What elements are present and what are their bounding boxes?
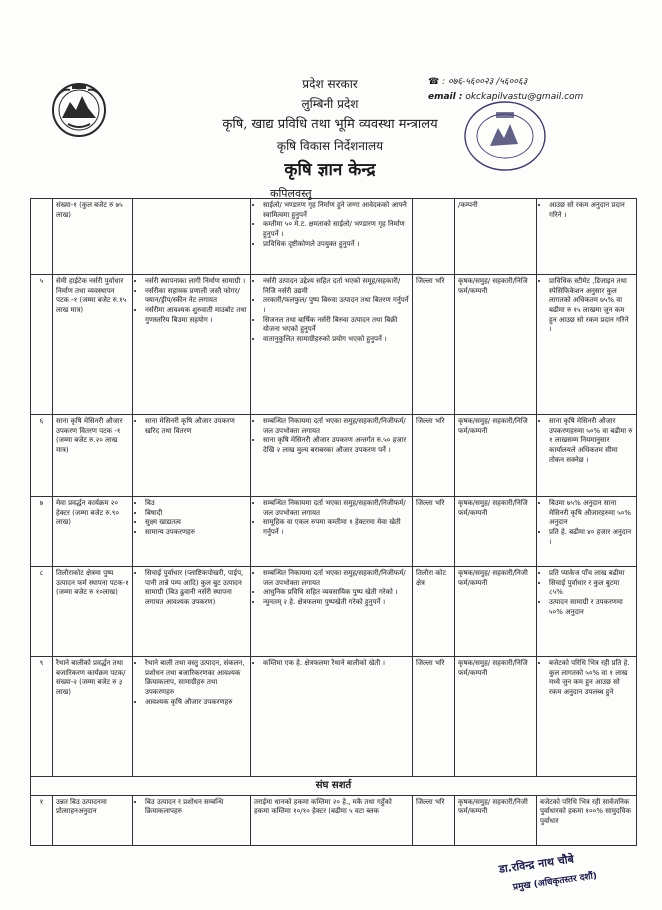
list-item: • आधुनिक प्रविधि सहित व्यवसायिक पुष्प खेती गरेको । xyxy=(263,588,409,598)
list-item: • सिचाई पुर्वाधार (प्लाष्टिकपोखरी, पाईप, पानी तान्ने पम्प आदि) कुल बुट उत्पादन सामाग्री (बिउ ढुवानी नर्सरी स्थापना लगायत आवश्यक उपकरण) xyxy=(145,569,247,608)
header-ministry: कृषि, खाद्य प्रविधि तथा भूमि व्यवस्था मन्त्रालय xyxy=(222,117,438,132)
phone-number: ☎ : ०७६-५६००२३ /५६००६३ xyxy=(428,77,528,87)
eligible-items-list xyxy=(136,659,247,707)
table-row xyxy=(31,567,637,657)
program-area: जिल्ला भरि xyxy=(413,275,455,415)
table-row xyxy=(31,415,637,497)
list-item: • उत्पादन सामाग्री र उपकरणमा ५०% अनुदान xyxy=(549,598,633,617)
list-item: • तरकारी/फलफुल/ पुष्प बिरुवा उत्पादन तथा बितरण गर्नुपर्ने । xyxy=(263,296,409,315)
program-name: उन्नत बिउ उत्पादनमा प्रोत्साहनअनुदान xyxy=(53,795,133,845)
eligible-items xyxy=(133,567,251,657)
section-header-row xyxy=(31,777,637,796)
list-item: • बिउमा ७५% अनुदान साना मेसिनरी कृषि औजारहरुमा ५०% अनुदान xyxy=(549,499,633,528)
list-item: • प्राविधिक दृष्टीकोणले उपयुक्त हुनुपर्ने । xyxy=(263,240,409,250)
serial-number: ६ xyxy=(31,415,53,497)
header-line-1: प्रदेश सरकार xyxy=(302,77,358,91)
conditions-list xyxy=(254,659,409,669)
serial-number: ९ xyxy=(31,657,53,777)
eligible-items xyxy=(133,415,251,497)
program-area: जिल्ला भरि xyxy=(413,497,455,567)
list-item: • प्राविधिक स्टीमेट ,डिजाइन तथा स्पेसिफिकेशन अनुसार कुल लागतको अधिकतम ७५% वा बढीमा रु १५ लाखमा जुन कम हुन आउछ सो रकम प्रदान गरिने । xyxy=(549,277,633,335)
list-item: • सिचाई पुर्वाधार र कुल बुटमा ८५% xyxy=(549,579,633,598)
list-item: • साना मेसिनरी कृषि औजार उपकरण खरिद तथा वितरण xyxy=(145,417,247,436)
list-item: • नर्सरीका सहायक प्रणाली जस्तै फोगर/ फ्यान/ड्रीप/स्कीन नेट लगायत xyxy=(145,287,247,306)
list-item: • बिउ xyxy=(145,499,247,509)
conditions xyxy=(251,567,413,657)
grant-rate-list xyxy=(540,569,633,617)
table-row xyxy=(31,199,637,275)
list-item: • बिषादी xyxy=(145,509,247,519)
eligible-items xyxy=(133,795,251,845)
conditions-list xyxy=(254,277,409,345)
target-group: कृषक/समुह/ सहकारी/निजि फर्म/कम्पनी xyxy=(455,497,537,567)
list-item: • आवश्यक कृषि औजार उपकरणहरु xyxy=(145,698,247,708)
list-item: • सिजनल तथा बार्षिक नर्सरी बिरुवा उत्पादन तथा बिक्री योजना भएको हुनुपर्ने xyxy=(263,316,409,335)
eligible-items xyxy=(133,497,251,567)
target-group: कृषक/समुह/ सहकारी/निजि फर्म/कम्पनी xyxy=(455,415,537,497)
target-group: कृषक/समुह/ सहकारी/निजी फर्म/कम्पनी xyxy=(455,567,537,657)
program-area xyxy=(413,199,455,275)
list-item: • बिउ उत्पादन र प्रशोधन सम्बन्धि क्रियाकलापहरु xyxy=(145,798,247,817)
table-row xyxy=(31,275,637,415)
program-area: जिल्ला भरि xyxy=(413,657,455,777)
federal-rows xyxy=(31,795,637,845)
list-item: • सम्बन्धित निकायमा दर्ता भएका समुह/सहकारी/निजीफर्म/जल उपभोक्ता लगायत xyxy=(263,417,409,436)
eligible-items xyxy=(133,657,251,777)
district-name: कपिलवस्तु xyxy=(270,187,312,200)
list-item: • आउछ सो रकम अनुदान प्रदान गरिने । xyxy=(549,201,633,220)
grant-rate xyxy=(537,275,637,415)
conditions xyxy=(251,657,413,777)
grant-rate-list xyxy=(540,659,633,698)
grant-rate xyxy=(537,415,637,497)
eligible-items xyxy=(133,275,251,415)
header-directorate: कृषि विकास निर्देशनालय xyxy=(276,139,384,153)
email-address: okckapilvastu@gmail.com xyxy=(465,92,584,102)
program-area: जिल्ला भरि xyxy=(413,415,455,497)
eligible-items xyxy=(133,199,251,275)
list-item: • सामूहिक वा एकल रुपमा कम्तीमा १ हेक्टरमा मेवा खेती गर्नुपर्ने । xyxy=(263,518,409,537)
eligible-items-list xyxy=(136,798,247,817)
list-item: • साईलो/ भण्डारण गृह निर्माण हुने जग्गा आवेदकको आफ्नै स्वामित्वमा हुनुपर्ने xyxy=(263,201,409,220)
conditions xyxy=(251,275,413,415)
program-name: संख्या-१ (कुल बजेट रु ७५ लाख) xyxy=(53,199,133,275)
conditions-list xyxy=(254,201,409,249)
grant-rate-list xyxy=(540,417,633,465)
list-item: • प्रति हे. बढीमा ४० हजार अनुदान । xyxy=(549,528,633,547)
list-item: • सम्बन्धित निकायमा दर्ता भएका समुह/सहकारी/निजीफर्म/ जल उपभोक्ता लगायत xyxy=(263,569,409,588)
conditions-list xyxy=(254,499,409,538)
conditions-list xyxy=(254,569,409,608)
list-item: • साना कृषि मेसिनरी औजार उपकरणहरुमा ५०% वा बढीमा रु १ लाखसम्म नियमानुसार कार्यालयले अधिकतम सीमा तोकन सक्नेछ । xyxy=(549,417,633,465)
list-item: • नर्सरीमा आवश्यक शुरुवाती माउबोट तथा गुणस्तरिय बिउमा सहयोग । xyxy=(145,306,247,325)
table-row xyxy=(31,497,637,567)
grant-rate xyxy=(537,567,637,657)
grant-rate xyxy=(537,199,637,275)
conditions xyxy=(251,415,413,497)
list-item: • सामान्य उपकरणहरु xyxy=(145,528,247,538)
program-name: सेमी हाईटेक नर्सरी पुर्वाधार निर्माण तथा व्यवस्थापन पटक -१ (जम्मा बजेट रु.१५ लाख मात्र) xyxy=(53,275,133,415)
conditions xyxy=(251,199,413,275)
program-rows xyxy=(31,199,637,777)
program-name: साना कृषि मेसिनरी औजार उपकरण वितरण पटक -१ (जम्मा बजेट रु.२० लाख मात्र) xyxy=(53,415,133,497)
list-item: • बजेटको परिधि भित्र रही प्रति हे. कुल लागतको ५०% वा १ लाख मध्ये जुन कम हुन आउछ सो रकम अनुदान उपलब्ध हुने xyxy=(549,659,633,698)
program-name: मेवा प्रवर्द्धन कार्यक्रम २० हेक्टर (जम्मा बजेट रु.९० लाख) xyxy=(53,497,133,567)
table-row xyxy=(31,795,637,845)
grant-rate-list xyxy=(540,277,633,335)
serial-number: ८ xyxy=(31,567,53,657)
header-office: कृषि ज्ञान केन्द्र xyxy=(284,160,376,180)
office-seal-icon xyxy=(460,98,550,176)
eligible-items-list xyxy=(136,499,247,538)
list-item: • न्युनतम् २ हे. क्षेत्रफलमा पुष्पखेती गरेको हुनुपर्ने । xyxy=(263,598,409,608)
program-area: जिल्ला भरि xyxy=(413,795,455,845)
eligible-items-list xyxy=(136,277,247,325)
serial-number: १ xyxy=(31,795,53,845)
grant-rate xyxy=(537,657,637,777)
program-name: रैथाने बालीको प्रवर्द्धन तथा बजारिकरण कार्यक्रम पटक/ संख्या-२ (जम्मा बजेट रु ३ लाख) xyxy=(53,657,133,777)
signature-designation: प्रमुख (अधिकृतस्तर दशौं) xyxy=(512,871,598,893)
program-area: तिलौरा कोट क्षेत्र xyxy=(413,567,455,657)
eligible-items-list xyxy=(136,417,247,436)
list-item: • कम्तिमा एक हे. क्षेत्रफलमा रैथाने बालीको खेती । xyxy=(263,659,409,669)
list-item: • प्रति प्याकेज पाँच लाख बढीमा xyxy=(549,569,633,579)
serial-number xyxy=(31,199,53,275)
signature-name: डा.रविन्द्र नाथ चौबे xyxy=(498,852,575,876)
list-item: • रैथाने बाली तथा वस्तु उत्पादन, संकलन, प्रशोधन तथा बजारिकरणका आवश्यक क्रियाकलाप, सामाग्रीहरु तथा उपकरणहरु xyxy=(145,659,247,698)
program-table xyxy=(30,198,637,846)
list-item: • नर्सरी उत्पादन उद्देश्य सहित दर्ता भएको समूह/सहकारी/ निजि नर्सरी उद्यमी xyxy=(263,277,409,296)
email-label: email : xyxy=(428,92,463,102)
grant-rate-list xyxy=(540,201,633,220)
table-row xyxy=(31,657,637,777)
serial-number: ५ xyxy=(31,275,53,415)
section2-title: संघ सशर्त xyxy=(31,777,637,796)
list-item: • वातानुकुलित सामाग्रीहरुको प्रयोग भएको हुनुपर्ने । xyxy=(263,335,409,345)
nepal-emblem-icon xyxy=(48,78,110,140)
target-group: कृषक/समुह/ सहकारी/निजि फर्म/कम्पनी xyxy=(455,657,537,777)
conditions-list xyxy=(254,417,409,456)
list-item: • सुक्ष्म खाद्यतत्व xyxy=(145,518,247,528)
target-group: कृषक/समुह/ सहकारी/निजी फर्म/कम्पनी xyxy=(455,795,537,845)
list-item: • साना कृषि मेसिनरी औजार उपकरण अन्तर्गत रु.५० हजार देखि २ लाख मुल्य बराबरका औजार उपकरण पर्ने । xyxy=(263,436,409,455)
list-item: • कम्तीमा ५० मे.ट. क्षमताको साईलो/ भण्डारण गृह निर्माण हुनुपर्ने । xyxy=(263,220,409,239)
list-item: • सम्बन्धित निकायमा दर्ता भएका समुह/सहकारी/निजीफर्म/जल उपभोक्ता लगायत xyxy=(263,499,409,518)
header-line-2: लुम्बिनी प्रदेश xyxy=(301,97,359,111)
target-group: /कम्पनी xyxy=(455,199,537,275)
program-name: तिलौराकोट क्षेत्रमा पुष्प उत्पादन फर्म स्थापना पटक-१ (जम्मा बजेट रु १०लाख) xyxy=(53,567,133,657)
eligible-items-list xyxy=(136,569,247,608)
list-item: • नर्सरी स्थापनाका लागी निर्माण सामाग्री । xyxy=(145,277,247,287)
conditions xyxy=(251,497,413,567)
serial-number: ७ xyxy=(31,497,53,567)
conditions: तराईमा धानको हकमा कम्तिमा २० हे., मकै तथा गहुँको हकमा कम्तिमा १०/१० हेक्टर (बढीमा ५ वटा ब्लक xyxy=(251,795,413,845)
target-group: कृषक/समुह/ सहकारी/निजि फर्म/कम्पनी xyxy=(455,275,537,415)
grant-rate-list xyxy=(540,499,633,547)
grant-rate xyxy=(537,497,637,567)
grant-rate: बजेटको परिधि भित्र रही सार्वजनिक पुर्वाधारको हकमा १००% सामुदयिक पुर्वाधार xyxy=(537,795,637,845)
